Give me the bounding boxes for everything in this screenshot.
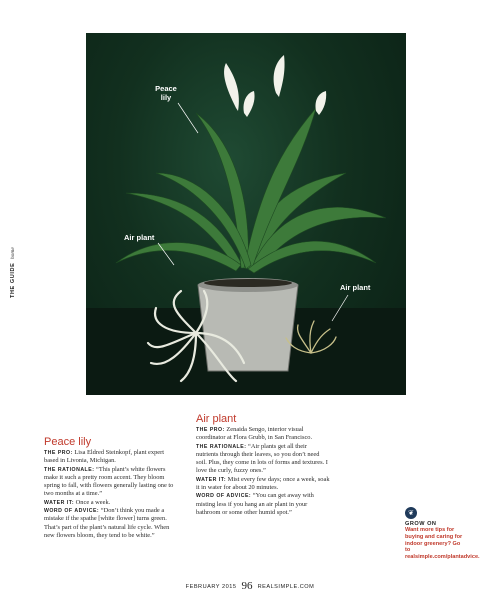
footer-date: FEBRUARY 2015 xyxy=(185,584,237,590)
grow-on-title: GROW ON xyxy=(405,521,437,527)
advice-text: “Don’t think you made a mistake if the spathe [white flower] turns green. That’s part of the plant’s natural life cycle. When new flowers bloom, they tend to be white.” xyxy=(44,507,170,539)
water-label: WATER IT: xyxy=(196,476,227,483)
water-label: WATER IT: xyxy=(44,499,75,506)
pro-label: THE PRO: xyxy=(196,427,225,433)
air-plant-pro xyxy=(196,426,330,443)
peace-lily-column xyxy=(44,436,178,540)
page-footer xyxy=(0,580,500,592)
advice-text: “You can get away with misting less if you hang an air plant in your bathroom or some other humid spot.” xyxy=(196,492,314,516)
callout-air-plant-left: Air plant xyxy=(124,233,155,242)
peace-lily-pro xyxy=(44,449,178,466)
plant-illustration xyxy=(86,33,406,395)
rationale-text: “Air plants get all their nutrients through their leaves, so you don’t need soil. Plus, they come in lots of forms and textures. I love the curly, fuzzy ones.” xyxy=(196,442,328,475)
rationale-text: “This plant’s white flowers make it such a pretty room accent. They bloom spring to fall, with flowers generally lasting one to two months at a time.” xyxy=(44,465,174,498)
advice-label: WORD OF ADVICE: xyxy=(196,493,252,500)
page-number: 96 xyxy=(241,580,253,592)
peace-lily-rationale xyxy=(44,466,178,499)
air-plant-heading: Air plant xyxy=(196,413,237,425)
grow-on-body[interactable]: Want more tips for buying and caring for indoor greenery? Go to realsimple.com/plantadvice. xyxy=(405,527,480,561)
grow-on-box xyxy=(405,507,480,561)
peace-lily-water xyxy=(44,499,178,507)
plant-photo xyxy=(86,33,406,395)
section-label xyxy=(10,238,16,298)
section-label-title: THE GUIDE xyxy=(10,262,16,298)
rationale-label: THE RATIONALE: xyxy=(196,443,247,450)
water-text: Once a week. xyxy=(75,498,111,506)
pro-text: Zenaida Sengo, interior visual coordinator at Flora Grubb, in San Francisco. xyxy=(196,426,313,442)
callout-peace-lily: Peace lily xyxy=(155,84,177,102)
section-label-sub: home xyxy=(10,247,16,260)
callout-air-plant-right: Air plant xyxy=(340,283,371,292)
advice-label: WORD OF ADVICE: xyxy=(44,508,100,515)
leaf-icon: ❦ xyxy=(405,507,417,519)
air-plant-water xyxy=(196,476,330,493)
peace-lily-advice xyxy=(44,507,178,540)
rationale-label: THE RATIONALE: xyxy=(44,466,95,473)
water-text: Mist every few days; once a week, soak it in water for about 20 minutes. xyxy=(196,475,330,492)
peace-lily-heading: Peace lily xyxy=(44,436,92,448)
air-plant-column xyxy=(196,413,330,517)
pro-text: Lisa Eldred Steinkopf, plant expert based in Livonia, Michigan. xyxy=(44,449,165,465)
pro-label: THE PRO: xyxy=(44,450,73,456)
footer-site[interactable]: REALSIMPLE.COM xyxy=(257,584,315,590)
air-plant-advice xyxy=(196,492,330,517)
air-plant-rationale xyxy=(196,443,330,476)
